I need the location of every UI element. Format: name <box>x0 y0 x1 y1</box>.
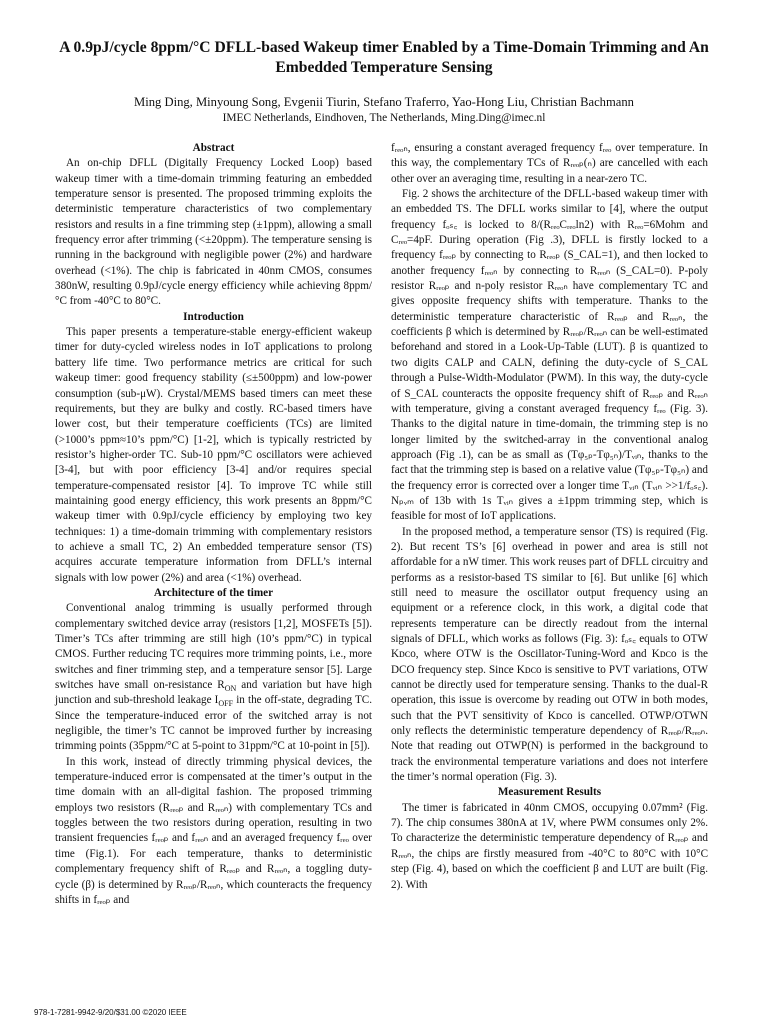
affiliation: IMEC Netherlands, Eindhoven, The Netherlands, Ming.Ding@imec.nl <box>222 112 546 124</box>
ron-subscript: ON <box>224 684 237 694</box>
arch-text-b: and variation but have high junction and sub-threshold leakage I <box>55 679 372 707</box>
intro-text-a: This paper presents a temperature-stable energy-efficient wakeup timer for duty-cycled wireless nodes in IoT applications to prolong battery life time. Two performance metrics are critical for such wakeup timer: good frequency stability (≤±500ppm) and low-power consumption (sub- <box>55 326 372 400</box>
ioff-subscript: OFF <box>218 699 234 709</box>
abstract-paragraph: An on-chip DFLL (Digitally Frequency Locked Loop) based wakeup timer with a time-domain trimming featuring an embedded temperature sensor is presented. The proposed trimming exploits the deterministic temperature characteristics of two complementary resistors and results in a fine trimming step (±1ppm), allowing a small frequency error after trimming (<±20ppm). The temperature sensing is running in the background with negligible power (2%) and hardware overhead (<1%). The chip is fabricated in 40nm CMOS, consumes 380nW, resulting 0.9pJ/cycle energy efficiency while achieving 8ppm/°C from -40°C to 80°C. <box>55 157 372 308</box>
architecture-paragraph-2: In this work, instead of directly trimming physical devices, the temperature-induced error is compensated at the timer’s output in the time domain with an all-digital fashion. The proposed trimming employs two resistors (Rᵣₑₒₚ and Rᵣₑₒₙ) with complementary TCs and toggles between the two resistors during operation, resulting in two transient frequencies fᵣₑₒₚ and fᵣₑₒₙ and an averaged frequency fᵣₑₒ over time (Fig.1). For each temperature, thanks to deterministic complementary frequency shift of Rᵣₑₒₚ and Rᵣₑₒₙ, a toggling duty-cycle (β) is determined by Rᵣₑₒₚ/Rᵣₑₒₙ, which counteracts the frequency shifts in fᵣₑₒₚ and <box>55 755 372 906</box>
author-list: Ming Ding, Minyoung Song, Evgenii Tiurin, Stefano Traferro, Yao-Hong Liu, Christian Bachmann <box>134 95 634 109</box>
results-paragraph: The timer is fabricated in 40nm CMOS, occupying 0.07mm² (Fig. 7). The chip consumes 380nA at 1V, where PWM consumes only 2%. To characterize the deterministic temperature dependency of Rᵣₑₒₚ and Rᵣₑₒₙ, the chips are firstly measured from -40°C to 80°C with 10°C step (Fig. 4), based on which the coefficient β and LUT are built (Fig. 2). With <box>391 801 708 891</box>
introduction-heading: Introduction <box>183 310 244 323</box>
paper-title: A 0.9pJ/cycle 8ppm/°C DFLL-based Wakeup timer Enabled by a Time-Domain Trimming and An Embedded Temperature Sensing <box>59 39 709 76</box>
temperature-sensor-paragraph: In the proposed method, a temperature sensor (TS) is required (Fig. 2). But recent TS’s [6] overhead in power and area is still not affordable for a nW timer. This work reuses part of DFLL circuitry and performs as a resistor-based TS similar to [6]. But unlike [6] which still need to measure the oscillator output frequency using an equipment or a reference clock, in this work, a digital code that represents temperature can be directly readout from the internal signals of DFLL, which works as follows (Fig. 3): fₒₛ꜀ equals to OTW Kᴅᴄᴏ, where OTW is the Oscillator-Tuning-Word and Kᴅᴄᴏ is the DCO frequency step. Since Kᴅᴄᴏ is sensitive to PVT variations, OTW cannot be directly used for temperature sensing. Thanks to the dual-R operation, this issue is overcome by reading out OTW in both modes, such that the PVT sensitivity of Kᴅᴄᴏ is cancelled. OTWP/OTWN only reflects the deterministic temperature dependency of Rᵣₑₒₚ/Rᵣₑₒₙ. Note that reading out OTWP(N) is performed in the background to track the environmental temperature variations and does not interfere the timer’s normal operation (Fig. 3). <box>391 525 708 784</box>
continued-paragraph: fᵣₑₒₙ, ensuring a constant averaged frequency fᵣₑₒ over temperature. In this way, the complementary TCs of Rᵣₑₒₚ(ₙ) are cancelled with each other over an averaging time, resulting in a near-zero TC. <box>391 142 708 185</box>
architecture-heading: Architecture of the timer <box>153 586 274 599</box>
intro-text-b: W). Crystal/MEMS based timers can meet these requirements, but they are bulky and costly. RC-based timers have lower cost, but their temperature coefficients (TCs) are limited (>1000’s ppm≈10’s ppm/°C) [1-2], which is typically restricted by resistor’s higher-order TC. Sub-10 ppm/°C oscillators were achieved [3-4], but with poor efficiency [3-4] and/or requires special temperature-compensated resistor [4]. To improve TC while still maintaining good energy efficiency, this work presents an 8ppm/°C wakeup timer with 0.9pJ/cycle efficiency by employing two key techniques: 1) a time-domain trimming with complementary resistors to achieve a small TC, 2) An embedded temperature sensor (TS) acquires accurate temperature information from DFLL’s internal signals with low power (2%) and area (<1%) overhead. <box>55 387 372 584</box>
arch-text-a: Conventional analog trimming is usually performed through complementary switched device array (resistors [1,2], MOSFETs [5]). Timer’s TCs after trimming are still high (10’s ppm/°C) in typical CMOS. Further reducing TC requires more trimming points, i.e., more switches and finer trimming step, and a temperature sensor [5]. Large switches have small on-resistance R <box>55 602 372 692</box>
copyright-footer: 978-1-7281-9942-9/20/$31.00 ©2020 IEEE <box>34 1008 187 1017</box>
right-column <box>391 141 708 893</box>
architecture-paragraph-1 <box>55 601 372 754</box>
results-heading: Measurement Results <box>497 786 602 799</box>
abstract-heading: Abstract <box>192 142 235 154</box>
architecture-paragraph-3: Fig. 2 shows the architecture of the DFLL-based wakeup timer with an embedded TS. The DFLL works similar to [4], where the output frequency fₒₛ꜀ is locked to 8/(RᵣₑₒCᵣₑₒln2) with Rᵣₑₒ=6Mohm and Cᵣₑₒ=4pF. During operation (Fig .3), DFLL is firstly locked to a frequency fᵣₑₒₚ by connecting to Rᵣₑₒₚ (S_CAL=1), and then locked to another frequency fᵣₑₒₙ by connecting to Rᵣₑₒₙ (S_CAL=0). P-poly resistor Rᵣₑₒₚ and n-poly resistor Rᵣₑₒₙ have complementary TC and gives opposite frequency shifts with temperature. Thanks to the deterministic temperature characteristic of Rᵣₑₒₚ and Rᵣₑₒₙ, the coefficients β which is determined by Rᵣₑₒₚ/Rᵣₑₒₙ can be well-estimated beforehand and stored in a Look-Up-Table (LUT). β is quantized to two digits CALP and CALN, defining the duty-cycle of S_CAL through a Pulse-Width-Modulator (PWM). In this way, the duty-cycle of S_CAL counteracts the opposite frequency shift of Rᵣₑₒₚ and Rᵣₑₒₙ with temperature, giving a constant averaged frequency fᵣₑₒ (Fig. 3). Thanks to the digital nature in time-domain, the trimming step is no longer limited by the switched-array in the conventional analog approach (Fig .1), can be as small as (Tφ₅ₚ-Tφ₅ₙ)/Tᵥᵢₙ, thanks to the fact that the trimming step is based on a relative value (Tφ₅ₚ-Tφ₅ₙ) and the frequency error is corrected over a longer time Tᵥᵢₙ (Tᵥᵢₙ >>1/fₒₛ꜀). Nₚᵥₘ of 13b with 1s Tᵥᵢₙ gives a ±1ppm trimming step, which is feasible for most of IoT applications. <box>391 188 708 523</box>
introduction-paragraph <box>55 325 372 586</box>
arch-text-c: in the off-state, degrading TC. Since the temperature-induced error of the switched array is not negligible, the timer’s TC cannot be improved further by increasing trimming points (35ppm/°C at 5-point to 31ppm/°C at 10-point in [5]). <box>55 694 372 753</box>
micro-symbol-icon: μ <box>140 387 147 400</box>
left-column <box>55 141 372 908</box>
